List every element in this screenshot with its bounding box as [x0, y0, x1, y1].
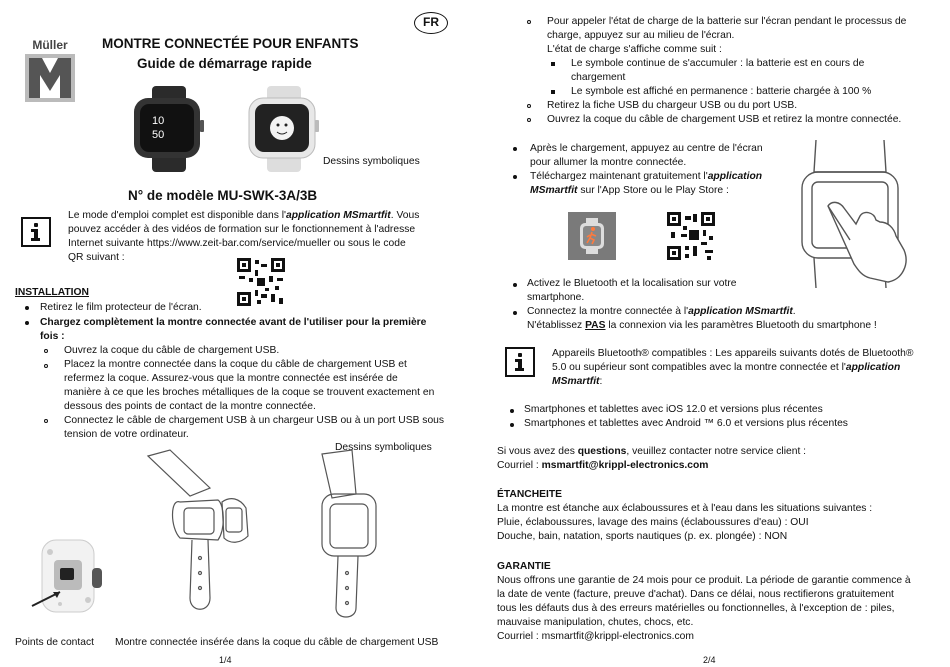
etancheite-line-2: Pluie, éclaboussures, lavage des mains (éclaboussures d'eau) : OUI	[497, 517, 809, 528]
info-icon	[21, 217, 51, 247]
watch-run-icon	[568, 212, 616, 260]
tap-screen-illustration	[798, 140, 913, 290]
step-open-shell-remove-watch: Ouvrez la coque du câble de chargement USB et retirez la montre connectée.	[547, 114, 902, 125]
charging-shell-open-illustration	[140, 448, 260, 628]
charge-indicator-full: Le symbole est affiché en permanence : batterie chargée à 100 %	[571, 86, 872, 97]
install-step-remove-film: Retirez le film protecteur de l'écran.	[40, 302, 202, 313]
watch-dark-image	[128, 86, 208, 172]
info-text-line-2: pouvez accéder à des vidéos de formation sur le fonctionnement à l'adresse	[68, 224, 416, 235]
info-text-line-1: Le mode d'emploi complet est disponible dans l'application MSmartfit. Vous	[68, 210, 420, 221]
step-no-bt-settings: N'établissez PAS la connexion via les paramètres Bluetooth du smartphone !	[527, 320, 877, 331]
step-enable-bluetooth-1: Activez le Bluetooth et la localisation sur votre	[527, 278, 737, 289]
brand-logo	[24, 38, 76, 104]
illustration-note-top: Dessins symboliques	[323, 156, 420, 167]
garantie-line-1: Nous offrons une garantie de 24 mois pour ce produit. La période de garantie commence à	[497, 575, 911, 586]
page-number-right: 2/4	[703, 655, 716, 665]
charge-status-line-3: L'état de charge s'affiche comme suit :	[547, 44, 722, 55]
email-link-2[interactable]: msmartfit@krippl-electronics.com	[541, 631, 694, 642]
compat-line-3: MSmartfit:	[552, 376, 603, 387]
info-text-line-4: QR suivant :	[68, 252, 125, 263]
contact-email: Courriel : msmartfit@krippl-electronics.com	[497, 460, 709, 471]
charge-status-line-1: Pour appeler l'état de charge de la batterie sur l'écran pendant le processus de	[547, 16, 907, 27]
step-power-on-1: Après le chargement, appuyez au centre de l'écran	[530, 143, 763, 154]
msmartfit-app-icon[interactable]	[568, 212, 616, 260]
step-enable-bluetooth-2: smartphone.	[527, 292, 585, 303]
substep-place-watch-2: refermez la coque. Assurez-vous que la montre connectée est insérée de	[64, 373, 398, 384]
substep-place-watch-3: manière à ce que les broches métalliques de la coque se trouvent exactement en	[64, 387, 435, 398]
garantie-line-4: mauvaise manipulation, chutes, chocs, etc.	[497, 617, 694, 628]
install-step-charge-line-2: fois :	[40, 331, 65, 342]
compat-line-2: 5.0 ou supérieur sont compatibles avec la montre connectée et l'application	[552, 362, 901, 373]
charge-indicator-charging-2: chargement	[571, 72, 626, 83]
charging-shell-closed-illustration	[292, 448, 402, 628]
compat-line-1: Appareils Bluetooth® compatibles : Les appareils suivants dotés de Bluetooth®	[552, 348, 914, 359]
document-subtitle: Guide de démarrage rapide	[137, 56, 312, 71]
contact-points-illustration	[30, 530, 110, 620]
page-number-left: 1/4	[219, 655, 232, 665]
caption-watch-inserted: Montre connectée insérée dans la coque du câble de chargement USB	[115, 637, 439, 648]
substep-place-watch-1: Placez la montre connectée dans la coque du câble de chargement USB et	[64, 359, 407, 370]
garantie-email: Courriel : msmartfit@krippl-electronics.com	[497, 631, 694, 642]
charge-indicator-charging-1: Le symbole continue de s'accumuler : la batterie est en cours de	[571, 58, 865, 69]
charge-status-line-2: charge, appuyez sur au milieu de l'écran.	[547, 30, 735, 41]
compat-android: Smartphones et tablettes avec Android ™ 6.0 et versions plus récentes	[524, 418, 848, 429]
watch-time-hours: 10	[152, 115, 165, 127]
caption-contact-points: Points de contact	[15, 637, 94, 648]
step-download-app-2: MSmartfit sur l'App Store ou le Play Store :	[530, 185, 729, 196]
step-download-app-1: Téléchargez maintenant gratuitement l'application	[530, 171, 763, 182]
language-badge: FR	[414, 12, 448, 34]
garantie-line-3: tous les défauts dus à des erreurs matérielles ou fonctionnelles, à l'exception de : piles,	[497, 603, 895, 614]
step-remove-usb-plug: Retirez la fiche USB du chargeur USB ou du port USB.	[547, 100, 798, 111]
brand-name: Müller	[32, 38, 68, 52]
app-name: application MSmartfit	[286, 210, 391, 221]
install-step-charge-line-1: Chargez complètement la montre connectée avant de l'utiliser pour la première	[40, 317, 427, 328]
illustration-note-bottom: Dessins symboliques	[335, 442, 432, 453]
substep-connect-cable-2: tension de votre ordinateur.	[64, 429, 189, 440]
etancheite-line-1: La montre est étanche aux éclaboussures et à l'eau dans les situations suivantes :	[497, 503, 873, 514]
substep-open-shell: Ouvrez la coque du câble de chargement USB.	[64, 345, 280, 356]
qr-code-app[interactable]	[667, 212, 715, 260]
email-link[interactable]: msmartfit@krippl-electronics.com	[541, 460, 709, 471]
etancheite-heading: ÉTANCHEITE	[497, 489, 563, 500]
watch-time-minutes: 50	[152, 129, 165, 141]
model-number: N° de modèle MU-SWK-3A/3B	[128, 188, 318, 203]
substep-connect-cable-1: Connectez le câble de chargement USB à un chargeur USB ou à un port USB sous	[64, 415, 445, 426]
compat-ios: Smartphones et tablettes avec iOS 12.0 et versions plus récentes	[524, 404, 823, 415]
brand-emblem	[24, 53, 76, 103]
etancheite-line-3: Douche, bain, natation, sports nautiques (p. ex. plongée) : NON	[497, 531, 788, 542]
qr-code-manual[interactable]	[237, 258, 285, 306]
installation-heading: INSTALLATION	[15, 287, 89, 298]
contact-questions: Si vous avez des questions, veuillez contacter notre service client :	[497, 446, 807, 457]
substep-place-watch-4: dessous des points de contact de la montre connectée.	[64, 401, 316, 412]
step-connect-app: Connectez la montre connectée à l'application MSmartfit.	[527, 306, 796, 317]
watch-white-image	[243, 86, 323, 172]
garantie-line-2: la date de vente (facture, preuve d'achat). Dans ce délai, nous rectifierons gratuitement	[497, 589, 894, 600]
info-icon-compat	[505, 347, 535, 377]
document-title: MONTRE CONNECTÉE POUR ENFANTS	[102, 36, 359, 51]
step-power-on-2: pour allumer la montre connectée.	[530, 157, 687, 168]
info-text-line-3: Internet suivante https://www.zeit-bar.com/service/mueller ou sous le code	[68, 238, 406, 249]
garantie-heading: GARANTIE	[497, 561, 551, 572]
